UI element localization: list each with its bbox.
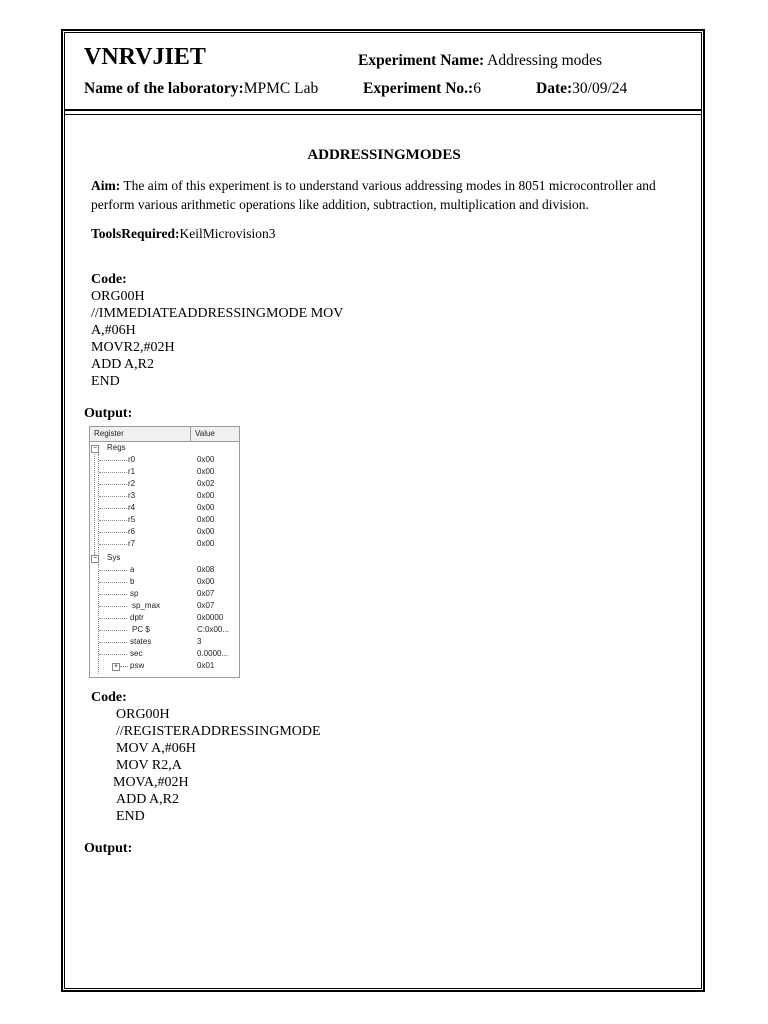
- register-window-header: [90, 427, 239, 442]
- laboratory-value: MPMC Lab: [243, 80, 319, 97]
- register-window: [89, 426, 240, 678]
- experiment-date: [536, 80, 627, 98]
- register-row-r5[interactable]: [90, 514, 239, 526]
- register-name: r4: [128, 503, 136, 512]
- date-value: 30/09/24: [572, 80, 628, 97]
- experiment-name-label: Experiment Name:: [358, 52, 485, 69]
- code-line: MOV R2,A: [116, 758, 182, 773]
- experiment-name-value: Addressing modes: [484, 52, 603, 69]
- register-value: 0x00: [197, 503, 215, 512]
- register-row-r1[interactable]: [90, 466, 239, 478]
- code-line: END: [91, 374, 120, 389]
- register-value: 0x00: [197, 467, 215, 476]
- register-value: 0x0000: [197, 613, 224, 622]
- register-row-states[interactable]: [90, 636, 239, 648]
- register-row-r2[interactable]: [90, 478, 239, 490]
- code-line: MOVR2,#02H: [91, 340, 175, 355]
- aim-text: The aim of this experiment is to understand various addressing modes in 8051 microcontroller and perform various arithmetic operations like addition, subtraction, multiplication and division.: [91, 178, 656, 212]
- register-value: 0x00: [197, 515, 215, 524]
- date-label: Date:: [536, 80, 573, 97]
- register-value: 0x00: [197, 539, 215, 548]
- register-name: r5: [128, 515, 136, 524]
- register-name: PC $: [132, 625, 150, 634]
- register-value: 3: [197, 637, 202, 646]
- register-row-a[interactable]: [90, 564, 239, 576]
- institution-name: VNRVJIET: [84, 44, 206, 70]
- register-name: a: [130, 565, 135, 574]
- register-row-pc[interactable]: [90, 624, 239, 636]
- register-row-r0[interactable]: [90, 454, 239, 466]
- code-block-1: [91, 288, 343, 390]
- register-row-dptr[interactable]: [90, 612, 239, 624]
- code-line: ADD A,R2: [91, 357, 155, 372]
- register-row-psw[interactable]: [90, 660, 239, 672]
- code-heading-1: Code:: [91, 272, 127, 287]
- code-line: //REGISTERADDRESSINGMODE: [116, 724, 321, 739]
- register-value: C:0x00...: [197, 625, 230, 634]
- document-title: ADDRESSINGMODES: [307, 147, 461, 163]
- register-row-r6[interactable]: [90, 526, 239, 538]
- register-row-r7[interactable]: [90, 538, 239, 550]
- register-value: 0x02: [197, 479, 215, 488]
- experiment-number: [363, 80, 481, 98]
- register-name: r7: [128, 539, 136, 548]
- output-heading-1: Output:: [84, 406, 133, 421]
- register-name: sp: [130, 589, 139, 598]
- register-name: states: [130, 637, 152, 646]
- register-name: r0: [128, 455, 136, 464]
- register-value: 0x01: [197, 661, 215, 670]
- code-line: //IMMEDIATEADDRESSINGMODE MOV: [91, 306, 344, 321]
- laboratory-name: [84, 80, 318, 98]
- register-value: 0x00: [197, 527, 215, 536]
- laboratory-label: Name of the laboratory:: [84, 80, 244, 97]
- aim-paragraph: [91, 176, 671, 214]
- code-line: MOV A,#06H: [116, 741, 196, 756]
- register-value: 0x07: [197, 601, 215, 610]
- register-name: r2: [128, 479, 136, 488]
- register-row-sp-max[interactable]: [90, 600, 239, 612]
- register-value: 0x08: [197, 565, 215, 574]
- group-name: Sys: [107, 553, 121, 562]
- register-name: dptr: [130, 613, 144, 622]
- aim-label: Aim:: [91, 178, 121, 193]
- tools-label: ToolsRequired:: [91, 226, 180, 241]
- code-line: END: [116, 809, 145, 824]
- tools-required: [91, 226, 276, 242]
- register-value: 0x07: [197, 589, 215, 598]
- code-heading-2: Code:: [91, 690, 127, 705]
- value-column-header[interactable]: Value: [195, 429, 215, 438]
- collapse-sys-icon[interactable]: −: [92, 555, 98, 562]
- register-name: r6: [128, 527, 136, 536]
- register-row-sec[interactable]: [90, 648, 239, 660]
- register-name: sec: [130, 649, 143, 658]
- header-divider-inner: [64, 114, 702, 115]
- register-value: 0.0000...: [197, 649, 229, 658]
- register-name: r3: [128, 491, 136, 500]
- register-value: 0x00: [197, 455, 215, 464]
- register-name: b: [130, 577, 135, 586]
- collapse-regs-icon[interactable]: −: [92, 445, 98, 452]
- experiment-number-label: Experiment No.:: [363, 80, 474, 97]
- register-value: 0x00: [197, 577, 215, 586]
- register-name: psw: [130, 661, 145, 670]
- code-line: ORG00H: [91, 289, 145, 304]
- tools-value: KeilMicrovision3: [179, 226, 276, 241]
- output-heading-2: Output:: [84, 841, 133, 856]
- code-line: A,#06H: [91, 323, 136, 338]
- expand-psw-icon[interactable]: +: [113, 663, 119, 670]
- register-name: r1: [128, 467, 136, 476]
- register-column-header[interactable]: Register: [90, 427, 191, 441]
- code-line: MOVA,#02H: [113, 775, 189, 790]
- register-name: sp_max: [132, 601, 161, 610]
- header-divider: [64, 109, 702, 111]
- code-line: ORG00H: [116, 707, 170, 722]
- code-block-2: [113, 706, 321, 825]
- register-row-r3[interactable]: [90, 490, 239, 502]
- code-line: ADD A,R2: [116, 792, 180, 807]
- experiment-number-value: 6: [473, 80, 481, 97]
- register-row-b[interactable]: [90, 576, 239, 588]
- register-value: 0x00: [197, 491, 215, 500]
- register-row-sp[interactable]: [90, 588, 239, 600]
- experiment-name: [358, 52, 602, 70]
- tree-group-sys[interactable]: [90, 552, 239, 564]
- group-name: Regs: [107, 443, 126, 452]
- register-row-r4[interactable]: [90, 502, 239, 514]
- tree-group-regs[interactable]: [90, 442, 239, 454]
